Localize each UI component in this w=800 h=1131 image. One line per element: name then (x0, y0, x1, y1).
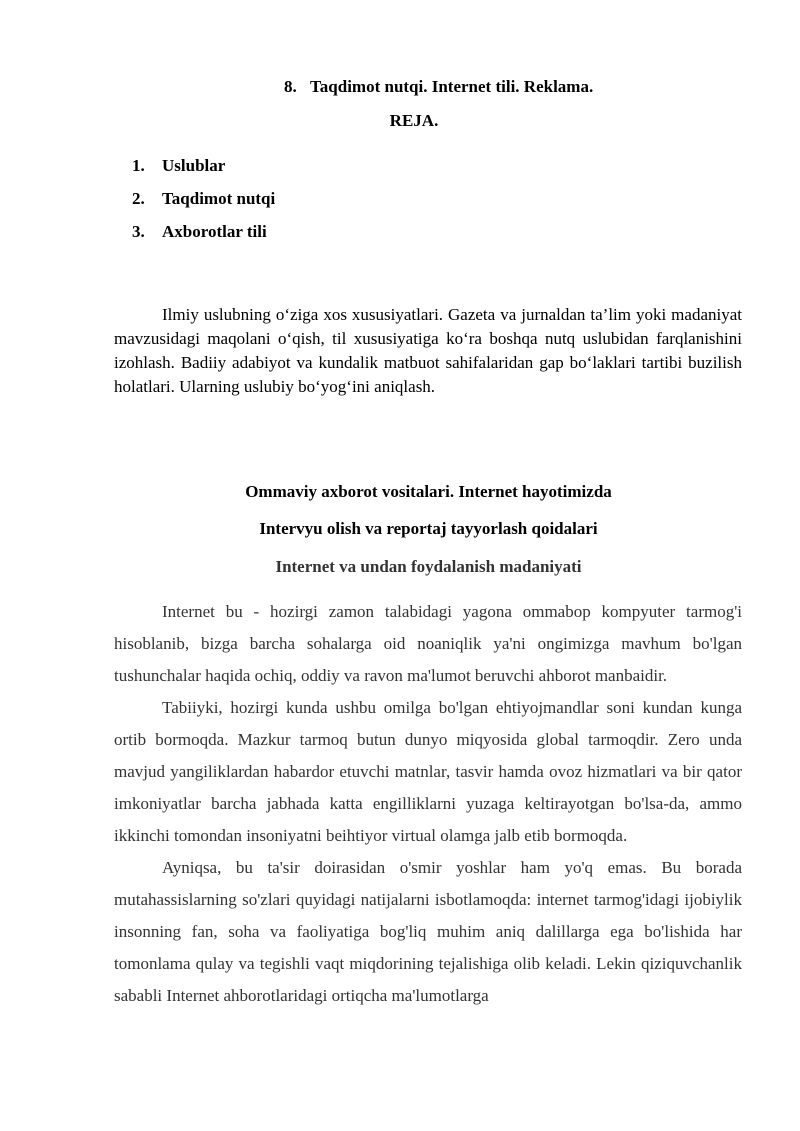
plan-item-label: Uslublar (162, 156, 226, 175)
plan-item (132, 188, 275, 221)
plan-item (132, 221, 275, 254)
plan-item-label: Taqdimot nutqi (162, 189, 276, 208)
chapter-number: 8. (284, 77, 297, 96)
section-heading-internet-culture: Internet va undan foydalanish madaniyati (275, 557, 582, 576)
section-heading-media: Ommaviy axborot vositalari. Internet hayotimizda (245, 482, 612, 501)
body-paragraph: Ayniqsa, bu ta'sir doirasidan o'smir yoshlar ham yo'q emas. Bu borada mutahassislarning so'zlari quyidagi natijalarni isbotlamoqda: internet tarmog'idagi ijobiylik insonning fan, soha va faoliyatiga bog'liq muhim aniq dalillarga ega bo'lishida har tomonlama qulay va tegishli vaqt miqdorining tejalishiga olib keladi. Lekin qiziquvchanlik sababli Internet ahborotlaridagi ortiqcha ma'lumotlarga (114, 858, 742, 1005)
body-paragraph: Internet bu - hozirgi zamon talabidagi yagona ommabop kompyuter tarmog'i hisoblanib, bizga barcha sohalarga oid noaniqlik ya'ni ongimizga mavhum bo'lgan tushunchalar haqida ochiq, oddiy va ravon ma'lumot beruvchi ahborot manbaidir. (114, 602, 742, 685)
plan-list (132, 155, 275, 254)
plan-item (132, 155, 275, 188)
chapter-title (284, 77, 593, 97)
plan-title: REJA. (389, 111, 439, 130)
plan-item-label: Axborotlar tili (162, 222, 267, 241)
body-text (114, 596, 742, 1012)
section-heading-interview: Intervyu olish va reportaj tayyorlash qoidalari (259, 519, 598, 538)
plan-item-number: 2. (132, 189, 145, 208)
plan-item-number: 1. (132, 156, 145, 175)
intro-paragraph: Ilmiy uslubning o‘ziga xos xususiyatlari. Gazeta va jurnaldan ta’lim yoki madaniyat mavzusidagi maqolani o‘qish, til xususiyatiga ko‘ra boshqa nutq uslubidan farqlanishini izohlash. Badiiy adabiyot va kundalik matbuot sahifalaridan gap bo‘laklari tartibi buzilish holatlari. Ularning uslubiy bo‘yog‘ini aniqlash. (114, 305, 742, 396)
plan-item-number: 3. (132, 222, 145, 241)
chapter-title-text: Taqdimot nutqi. Internet tili. Reklama. (310, 77, 594, 96)
body-paragraph: Tabiiyki, hozirgi kunda ushbu omilga bo'lgan ehtiyojmandlar soni kundan kunga ortib bormoqda. Mazkur tarmoq butun dunyo miqyosida global tarmoqdir. Zero unda mavjud yangiliklardan habardor etuvchi matnlar, tasvir hamda ovoz hizmatlari va bir qator imkoniyatlar barcha jabhada katta engilliklarni yuzaga keltirayotgan bo'lsa-da, ammo ikkinchi tomondan insoniyatni beihtiyor virtual olamga jalb etib bormoqda. (114, 698, 742, 845)
